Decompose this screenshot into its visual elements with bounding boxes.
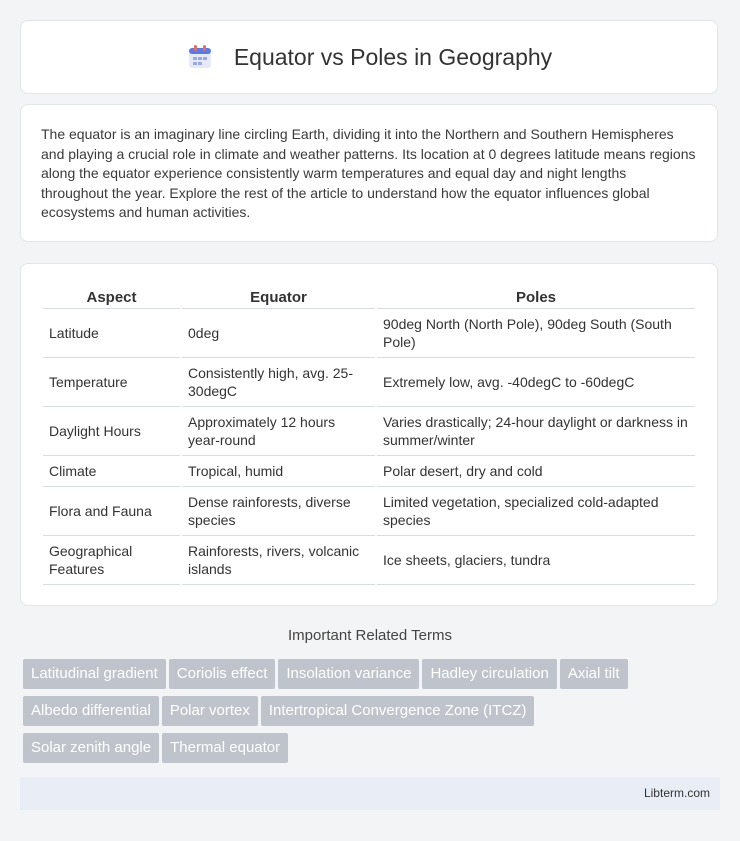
table-cell: Consistently high, avg. 25-30degC xyxy=(182,358,375,407)
comparison-table xyxy=(41,286,697,585)
table-cell: Climate xyxy=(43,456,180,487)
table-cell: Temperature xyxy=(43,358,180,407)
table-row xyxy=(43,487,695,536)
term-tag[interactable]: Solar zenith angle xyxy=(23,733,159,763)
table-cell: Flora and Fauna xyxy=(43,487,180,536)
table-cell: 90deg North (North Pole), 90deg South (South Pole) xyxy=(377,309,695,358)
calendar-icon xyxy=(186,43,214,71)
related-terms-list xyxy=(23,659,713,770)
column-header: Equator xyxy=(182,286,375,309)
table-cell: Daylight Hours xyxy=(43,407,180,456)
term-tag[interactable]: Insolation variance xyxy=(278,659,419,689)
column-header: Aspect xyxy=(43,286,180,309)
term-tag[interactable]: Latitudinal gradient xyxy=(23,659,166,689)
table-row xyxy=(43,456,695,487)
table-cell: Dense rainforests, diverse species xyxy=(182,487,375,536)
footer-site-link[interactable]: Libterm.com xyxy=(643,786,710,800)
intro-text: The equator is an imaginary line circling Earth, dividing it into the Northern and Southern Hemispheres and playing a crucial role in climate and weather patterns. Its location at 0 degrees latitude means regions along the equator experience consistently warm temperatures and equal day and night lengths throughout the year. Explore the rest of the article to understand how the equator influences global ecosystems and human activities. xyxy=(41,126,696,221)
table-cell: Extremely low, avg. -40degC to -60degC xyxy=(377,358,695,407)
table-cell: Limited vegetation, specialized cold-adapted species xyxy=(377,487,695,536)
term-tag[interactable]: Albedo differential xyxy=(23,696,159,726)
table-row xyxy=(43,536,695,585)
header-card xyxy=(20,20,718,94)
table-row xyxy=(43,407,695,456)
term-tag[interactable]: Thermal equator xyxy=(162,733,288,763)
term-tag[interactable]: Polar vortex xyxy=(162,696,258,726)
table-row xyxy=(43,309,695,358)
table-cell: Rainforests, rivers, volcanic islands xyxy=(182,536,375,585)
term-tag[interactable]: Axial tilt xyxy=(560,659,628,689)
term-tag[interactable]: Coriolis effect xyxy=(169,659,276,689)
table-cell: Geographical Features xyxy=(43,536,180,585)
term-tag[interactable]: Hadley circulation xyxy=(422,659,556,689)
table-row xyxy=(43,358,695,407)
table-cell: Latitude xyxy=(43,309,180,358)
related-terms-title: Important Related Terms xyxy=(288,627,452,644)
intro-card xyxy=(20,104,718,242)
table-cell: Tropical, humid xyxy=(182,456,375,487)
table-cell: Approximately 12 hours year-round xyxy=(182,407,375,456)
term-tag[interactable]: Intertropical Convergence Zone (ITCZ) xyxy=(261,696,535,726)
footer xyxy=(20,777,720,810)
page-title: Equator vs Poles in Geography xyxy=(233,43,553,70)
table-cell: 0deg xyxy=(182,309,375,358)
comparison-card xyxy=(20,263,718,606)
column-header: Poles xyxy=(377,286,695,309)
table-cell: Ice sheets, glaciers, tundra xyxy=(377,536,695,585)
table-cell: Varies drastically; 24-hour daylight or darkness in summer/winter xyxy=(377,407,695,456)
table-cell: Polar desert, dry and cold xyxy=(377,456,695,487)
